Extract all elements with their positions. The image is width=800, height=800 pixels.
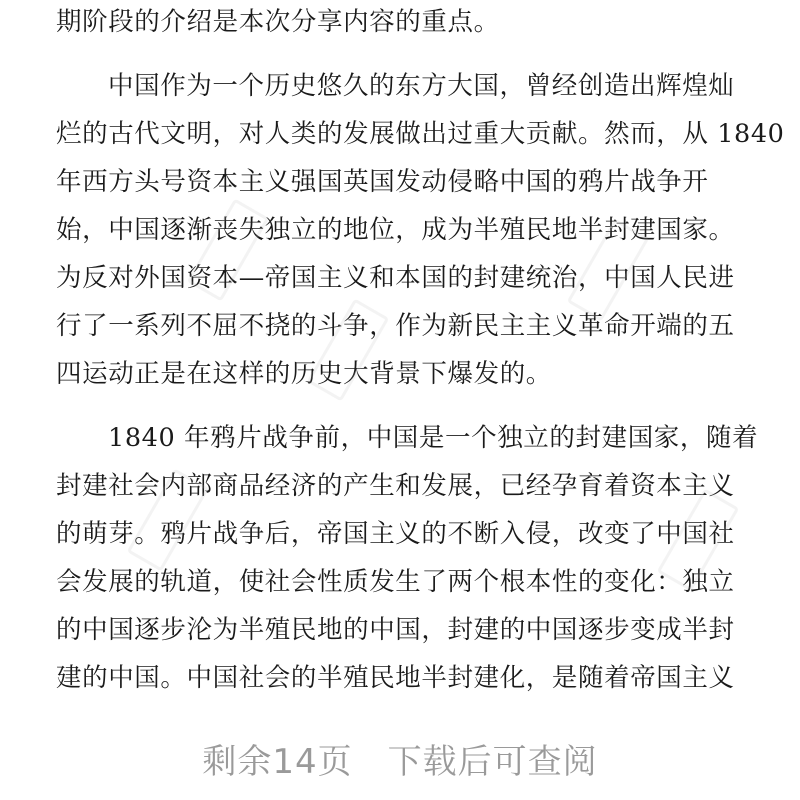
text-line: 四运动正是在这样的历史大背景下爆发的。 <box>56 359 552 389</box>
text-line: 的中国逐步沦为半殖民地的中国，封建的中国逐步变成半封 <box>56 615 735 645</box>
text-line: 始，中国逐渐丧失独立的地位，成为半殖民地半封建国家。 <box>56 215 735 245</box>
text-line: 烂的古代文明，对人类的发展做出过重大贡献。然而，从 1840 <box>56 119 785 149</box>
text-line: 中国作为一个历史悠久的东方大国，曾经创造出辉煌灿 <box>108 71 735 101</box>
remaining-pages-notice[interactable]: 剩余14页 下载后可查阅 <box>202 742 598 782</box>
text-line: 行了一系列不屈不挠的斗争，作为新民主主义革命开端的五 <box>56 311 735 341</box>
text-line: 1840 年鸦片战争前，中国是一个独立的封建国家，随着 <box>108 423 759 453</box>
text-line: 期阶段的介绍是本次分享内容的重点。 <box>56 7 500 37</box>
text-line: 年西方头号资本主义强国英国发动侵略中国的鸦片战争开 <box>56 167 709 197</box>
text-line: 封建社会内部商品经济的产生和发展，已经孕育着资本主义 <box>56 471 735 501</box>
text-line: 为反对外国资本—帝国主义和本国的封建统治，中国人民进 <box>56 263 735 293</box>
text-line: 会发展的轨道，使社会性质发生了两个根本性的变化：独立 <box>56 567 735 597</box>
text-line: 建的中国。中国社会的半殖民地半封建化，是随着帝国主义 <box>56 663 735 693</box>
text-line: 的萌芽。鸦片战争后，帝国主义的不断入侵，改变了中国社 <box>56 519 735 549</box>
